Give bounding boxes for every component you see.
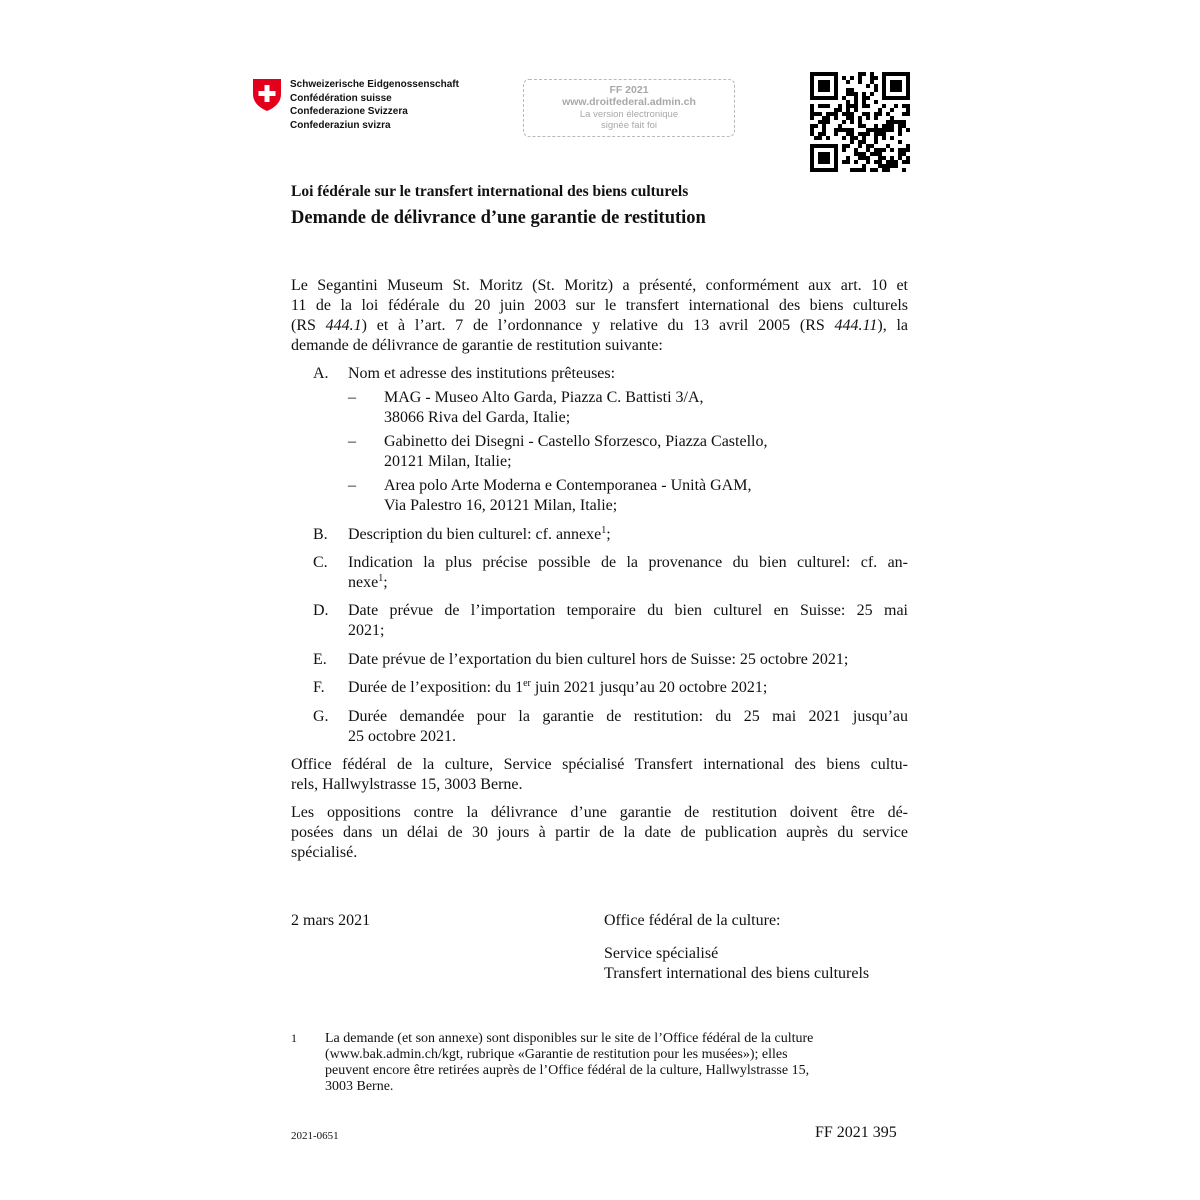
signature-office: Office fédéral de la culture: bbox=[604, 912, 781, 929]
footnote-number: 1 bbox=[291, 1031, 297, 1045]
item-f-body: juin 2021 jusqu’au 20 octobre 2021; bbox=[530, 679, 768, 696]
footnote-line: peuvent encore être retirées auprès de l’Office fédéral de la culture, Hallwylstrasse 15, bbox=[325, 1063, 810, 1078]
rs-number: 444.1 bbox=[325, 317, 362, 334]
footnote-line: 3003 Berne. bbox=[325, 1079, 394, 1094]
footnote-ref: 1 bbox=[601, 525, 607, 536]
signature-division: Transfert international des biens culturels bbox=[604, 965, 870, 982]
lender-line: 20121 Milan, Italie; bbox=[384, 453, 512, 470]
lender-line: Via Palestro 16, 20121 Milan, Italie; bbox=[384, 497, 618, 514]
item-a-text: Nom et adresse des institutions prêteuses: bbox=[348, 365, 616, 382]
intro-text: ) et à l’art. 7 de l’ordonnance y relative du 13 avril 2005 (RS bbox=[361, 317, 835, 334]
office-paragraph bbox=[291, 755, 908, 795]
document-number: 2021-0651 bbox=[291, 1130, 339, 1142]
lender-item bbox=[384, 388, 704, 428]
footnote-line: La demande (et son annexe) sont disponibles sur le site de l’Office fédéral de la culture bbox=[325, 1031, 814, 1046]
lender-line: Area polo Arte Moderna e Contemporanea - Unità GAM, bbox=[384, 477, 752, 494]
confed-it: Confederazione Svizzera bbox=[290, 106, 408, 117]
lender-line: MAG - Museo Alto Garda, Piazza C. Battisti 3/A, bbox=[384, 389, 704, 406]
item-f-label: F. bbox=[313, 679, 325, 696]
intro-line-2: 11 de la loi fédérale du 20 juin 2003 sur le transfert international des biens culturels bbox=[291, 297, 908, 314]
item-d-text bbox=[348, 601, 908, 641]
lender-item bbox=[384, 432, 767, 472]
qr-code-icon bbox=[810, 72, 910, 172]
opposition-line-1: Les oppositions contre la délivrance d’une garantie de restitution doivent être dé- bbox=[291, 804, 908, 821]
item-b-body: Description du bien culturel: cf. annexe bbox=[348, 526, 602, 543]
footnote-text bbox=[325, 1031, 813, 1095]
electronic-version-stamp bbox=[523, 79, 735, 137]
intro-text: (RS bbox=[291, 317, 326, 334]
item-c-label: C. bbox=[313, 554, 328, 571]
item-b-label: B. bbox=[313, 526, 328, 543]
office-line-1: Office fédéral de la culture, Service spécialisé Transfert international des biens cultu- bbox=[291, 756, 908, 773]
intro-line-1: Le Segantini Museum St. Moritz (St. Moritz) a présenté, conformément aux art. 10 et bbox=[291, 277, 908, 294]
item-e-text: Date prévue de l’exportation du bien culturel hors de Suisse: 25 octobre 2021; bbox=[348, 651, 849, 668]
item-c-line-1: Indication la plus précise possible de la provenance du bien culturel: cf. an- bbox=[348, 554, 908, 571]
stamp-url: www.droitfederal.admin.ch bbox=[562, 96, 696, 108]
item-c-body: nexe bbox=[348, 574, 379, 591]
footnote-ref: 1 bbox=[378, 573, 384, 584]
lender-line: 38066 Riva del Garda, Italie; bbox=[384, 409, 571, 426]
item-g-line-2: 25 octobre 2021. bbox=[348, 728, 456, 745]
item-b-text bbox=[348, 525, 611, 545]
footnote-line: (www.bak.admin.ch/kgt, rubrique «Garantie de restitution pour les musées»); elles bbox=[325, 1047, 788, 1062]
lender-dash: – bbox=[348, 433, 356, 450]
intro-line-4: demande de délivrance de garantie de restitution suivante: bbox=[291, 337, 663, 354]
opposition-line-3: spécialisé. bbox=[291, 844, 358, 861]
signature-service: Service spécialisé bbox=[604, 945, 719, 962]
item-c-line-2 bbox=[348, 573, 908, 593]
item-f-text bbox=[348, 678, 767, 698]
item-d-line-1: Date prévue de l’importation temporaire du bien culturel en Suisse: 25 mai bbox=[348, 602, 908, 619]
lender-item bbox=[384, 476, 751, 516]
confederation-names bbox=[290, 78, 459, 132]
item-g-text bbox=[348, 707, 908, 747]
item-e-label: E. bbox=[313, 651, 327, 668]
document-subtitle: Demande de délivrance d’une garantie de restitution bbox=[291, 208, 706, 228]
office-line-2: rels, Hallwylstrasse 15, 3003 Berne. bbox=[291, 776, 523, 793]
item-d-label: D. bbox=[313, 602, 329, 619]
item-b-end: ; bbox=[606, 526, 611, 543]
opposition-line-2: posées dans un délai de 30 jours à partir de la date de publication auprès du service bbox=[291, 824, 908, 841]
stamp-ff: FF 2021 bbox=[609, 84, 649, 96]
stamp-note-2: signée fait foi bbox=[601, 120, 657, 131]
lender-line: Gabinetto dei Disegni - Castello Sforzesco, Piazza Castello, bbox=[384, 433, 768, 450]
item-c-text bbox=[348, 553, 908, 593]
intro-line-3 bbox=[291, 316, 908, 336]
lender-dash: – bbox=[348, 389, 356, 406]
item-a-label: A. bbox=[313, 365, 329, 382]
opposition-paragraph bbox=[291, 803, 908, 863]
confed-de: Schweizerische Eidgenossenschaft bbox=[290, 79, 459, 90]
stamp-note-1: La version électronique bbox=[579, 109, 679, 120]
item-f-body: Durée de l’exposition: du 1 bbox=[348, 679, 524, 696]
swiss-coat-of-arms-icon bbox=[252, 78, 282, 112]
item-g-line-1: Durée demandée pour la garantie de restitution: du 25 mai 2021 jusqu’au bbox=[348, 708, 908, 725]
intro-text: ), la bbox=[877, 317, 908, 334]
page-reference: FF 2021 395 bbox=[815, 1124, 897, 1141]
item-d-line-2: 2021; bbox=[348, 622, 385, 639]
rs-number: 444.11 bbox=[834, 317, 878, 334]
item-c-end: ; bbox=[383, 574, 388, 591]
lender-dash: – bbox=[348, 477, 356, 494]
intro-paragraph bbox=[291, 276, 908, 356]
confed-fr: Confédération suisse bbox=[290, 92, 392, 104]
item-g-label: G. bbox=[313, 708, 329, 725]
law-title: Loi fédérale sur le transfert international des biens culturels bbox=[291, 183, 689, 200]
signature-date: 2 mars 2021 bbox=[291, 912, 371, 929]
confed-rm: Confederaziun svizra bbox=[290, 119, 391, 131]
ordinal-suffix: er bbox=[523, 678, 531, 689]
